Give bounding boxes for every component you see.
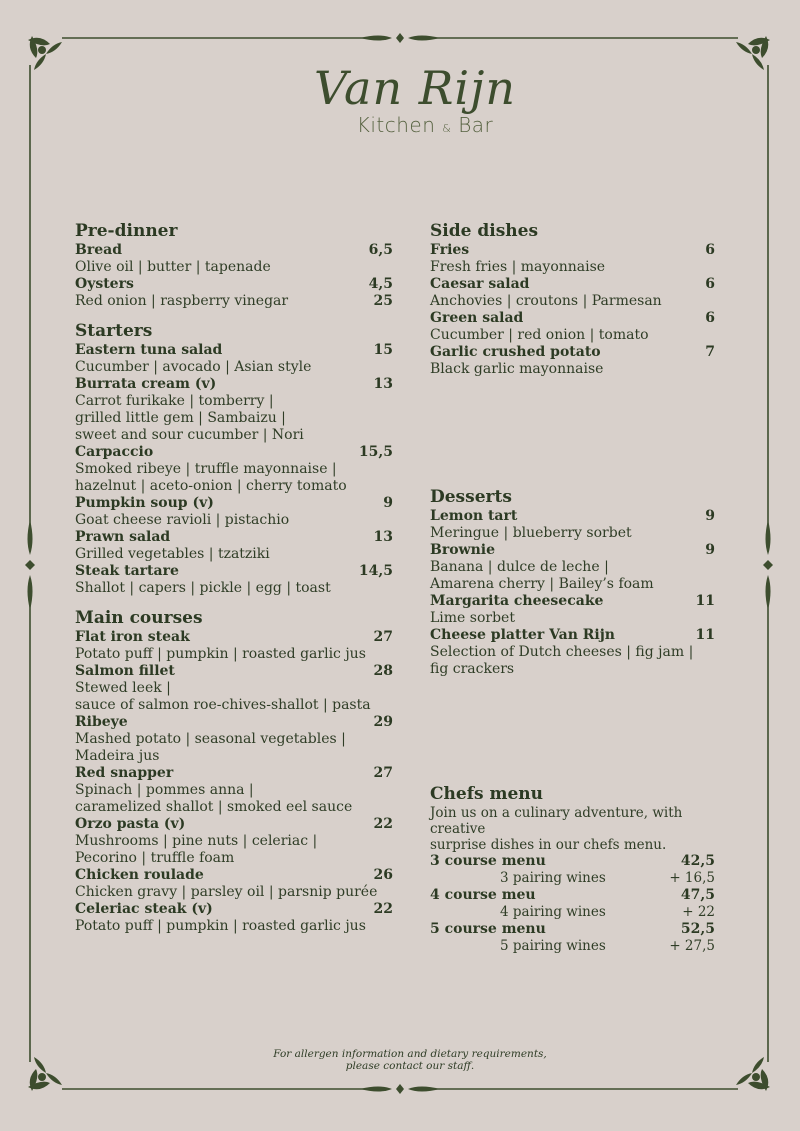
item-name: Bread — [75, 242, 122, 258]
allergen-footer — [200, 1048, 620, 1072]
menu-item — [75, 563, 393, 580]
menu-item — [75, 444, 393, 461]
item-name: Burrata cream (v) — [75, 376, 217, 392]
menu-item — [430, 310, 715, 327]
item-name: Cheese platter Van Rijn — [430, 627, 615, 643]
logo-sub-kitchen: Kitchen — [356, 113, 436, 137]
item-price: 47,5 — [680, 887, 715, 903]
item-description: Spinach | pommes anna | — [75, 782, 254, 798]
menu-item — [430, 921, 715, 938]
wine-pairing — [430, 904, 715, 921]
section-main-courses — [75, 607, 393, 935]
item-description: Black garlic mayonnaise — [430, 361, 604, 377]
item-description: sweet and sour cucumber | Nori — [75, 427, 304, 443]
section-title: Desserts — [430, 487, 512, 507]
item-name: Lemon tart — [430, 508, 518, 524]
item-description: Stewed leek | — [75, 680, 171, 696]
logo-sub-bar: Bar — [458, 113, 494, 137]
item-description: Lime sorbet — [430, 610, 515, 626]
section-title: Starters — [75, 321, 153, 341]
item-name: Orzo pasta (v) — [75, 816, 186, 832]
menu-item — [75, 816, 393, 833]
footer-line: For allergen information and dietary requirements, — [273, 1048, 547, 1060]
item-description: fig crackers — [430, 661, 515, 677]
wine-pairing — [430, 870, 715, 887]
item-price: 4,5 — [368, 276, 393, 292]
menu-item — [430, 344, 715, 361]
item-name: Caesar salad — [430, 276, 530, 292]
item-name: Eastern tuna salad — [75, 342, 223, 358]
item-name: Green salad — [430, 310, 524, 326]
item-price: 6 — [705, 242, 715, 258]
menu-item — [430, 627, 715, 644]
section-starters — [75, 320, 393, 597]
logo — [300, 62, 530, 140]
section-chefs-menu — [430, 783, 715, 955]
section-title: Side dishes — [430, 221, 539, 241]
item-description: Amarena cherry | Bailey’s foam — [430, 576, 654, 592]
item-description: Mashed potato | seasonal vegetables | — [75, 731, 346, 747]
item-name: Carpaccio — [75, 444, 154, 460]
section-title: Pre-dinner — [75, 221, 178, 241]
menu-item — [430, 853, 715, 870]
wine-pairing — [430, 938, 715, 955]
item-price: 6,5 — [368, 242, 393, 258]
menu-item — [75, 714, 393, 731]
item-name: Red snapper — [75, 765, 174, 781]
chefs-intro: Join us on a culinary adventure, with creative — [430, 805, 683, 837]
menu-item — [75, 276, 393, 293]
menu-item — [75, 765, 393, 782]
menu-item — [75, 342, 393, 359]
item-name: Pumpkin soup (v) — [75, 495, 214, 511]
item-description: Grilled vegetables | tzatziki — [75, 546, 270, 562]
menu-item — [75, 242, 393, 259]
item-description: Meringue | blueberry sorbet — [430, 525, 632, 541]
item-price: 52,5 — [680, 921, 715, 937]
item-price: 6 — [705, 276, 715, 292]
wine-price: + 16,5 — [669, 870, 715, 886]
item-description: Fresh fries | mayonnaise — [430, 259, 606, 275]
item-name: Garlic crushed potato — [430, 344, 601, 360]
wine-price: + 27,5 — [669, 938, 715, 954]
item-name: 5 course menu — [430, 921, 546, 937]
item-description: grilled little gem | Sambaizu | — [75, 410, 286, 426]
item-description: Banana | dulce de leche | — [430, 559, 609, 575]
item-price: 27 — [373, 765, 393, 781]
item-price: 9 — [383, 495, 393, 511]
item-price: 29 — [373, 714, 393, 730]
item-description: Selection of Dutch cheeses | fig jam | — [430, 644, 694, 660]
wine-label: 3 pairing wines — [500, 870, 606, 886]
item-description: Pecorino | truffle foam — [75, 850, 235, 866]
item-price: 6 — [705, 310, 715, 326]
item-price: 15,5 — [358, 444, 393, 460]
menu-item — [75, 629, 393, 646]
left-column — [75, 220, 393, 945]
item-price: 27 — [373, 629, 393, 645]
item-price: 22 — [373, 901, 393, 917]
item-name: Salmon fillet — [75, 663, 175, 679]
menu-item — [75, 901, 393, 918]
item-name: Prawn salad — [75, 529, 171, 545]
item-description: Olive oil | butter | tapenade — [75, 259, 271, 275]
item-description: Carrot furikake | tomberry | — [75, 393, 274, 409]
section-title: Chefs menu — [430, 784, 544, 804]
item-price: 11 — [695, 593, 715, 609]
chefs-intro: surprise dishes in our chefs menu. — [430, 837, 667, 853]
item-price: 26 — [373, 867, 393, 883]
menu-item — [430, 887, 715, 904]
item-price: 14,5 — [358, 563, 393, 579]
item-description: hazelnut | aceto-onion | cherry tomato — [75, 478, 347, 494]
item-description: caramelized shallot | smoked eel sauce — [75, 799, 353, 815]
wine-label: 4 pairing wines — [500, 904, 606, 920]
item-price: 9 — [705, 542, 715, 558]
logo-sub-amp: & — [442, 122, 452, 135]
item-price-secondary: 25 — [373, 293, 393, 309]
item-price: 7 — [705, 344, 715, 360]
item-name: Flat iron steak — [75, 629, 190, 645]
item-name: Oysters — [75, 276, 134, 292]
item-description: Potato puff | pumpkin | roasted garlic jus — [75, 918, 366, 934]
item-name: Ribeye — [75, 714, 128, 730]
menu-item — [75, 867, 393, 884]
section-side-dishes — [430, 220, 715, 378]
item-price: 28 — [373, 663, 393, 679]
wine-price: + 22 — [682, 904, 715, 920]
item-name: Chicken roulade — [75, 867, 204, 883]
menu-item — [430, 276, 715, 293]
menu-item — [430, 593, 715, 610]
menu-item — [75, 495, 393, 512]
section-pre-dinner — [75, 220, 393, 310]
item-description-text: Red onion | raspberry vinegar — [75, 293, 289, 309]
item-description: Cucumber | avocado | Asian style — [75, 359, 312, 375]
item-description: Chicken gravy | parsley oil | parsnip purée — [75, 884, 378, 900]
item-description — [75, 293, 393, 310]
item-description: Anchovies | croutons | Parmesan — [430, 293, 662, 309]
wine-label: 5 pairing wines — [500, 938, 606, 954]
item-description: Madeira jus — [75, 748, 160, 764]
menu-item — [75, 529, 393, 546]
item-name: 3 course menu — [430, 853, 546, 869]
item-name: Fries — [430, 242, 470, 258]
menu-item — [430, 542, 715, 559]
footer-line: please contact our staff. — [345, 1060, 475, 1072]
item-name: Steak tartare — [75, 563, 179, 579]
item-price: 13 — [373, 529, 393, 545]
item-description: Potato puff | pumpkin | roasted garlic jus — [75, 646, 366, 662]
item-description: sauce of salmon roe-chives-shallot | pasta — [75, 697, 371, 713]
item-price: 22 — [373, 816, 393, 832]
menu-item — [75, 663, 393, 680]
item-description: Cucumber | red onion | tomato — [430, 327, 649, 343]
item-price: 15 — [373, 342, 393, 358]
item-description: Shallot | capers | pickle | egg | toast — [75, 580, 331, 596]
menu-item — [430, 242, 715, 259]
section-title: Main courses — [75, 608, 203, 628]
item-price: 11 — [695, 627, 715, 643]
menu-item — [430, 508, 715, 525]
logo-subtitle — [320, 114, 530, 140]
item-description: Smoked ribeye | truffle mayonnaise | — [75, 461, 337, 477]
section-desserts — [430, 486, 715, 678]
item-name: Celeriac steak (v) — [75, 901, 213, 917]
item-price: 13 — [373, 376, 393, 392]
logo-name: Van Rijn — [314, 61, 516, 115]
item-price: 9 — [705, 508, 715, 524]
item-name: Margarita cheesecake — [430, 593, 604, 609]
item-price: 42,5 — [680, 853, 715, 869]
item-description: Goat cheese ravioli | pistachio — [75, 512, 290, 528]
menu-item — [75, 376, 393, 393]
item-name: Brownie — [430, 542, 496, 558]
item-description: Mushrooms | pine nuts | celeriac | — [75, 833, 318, 849]
item-name: 4 course meu — [430, 887, 536, 903]
